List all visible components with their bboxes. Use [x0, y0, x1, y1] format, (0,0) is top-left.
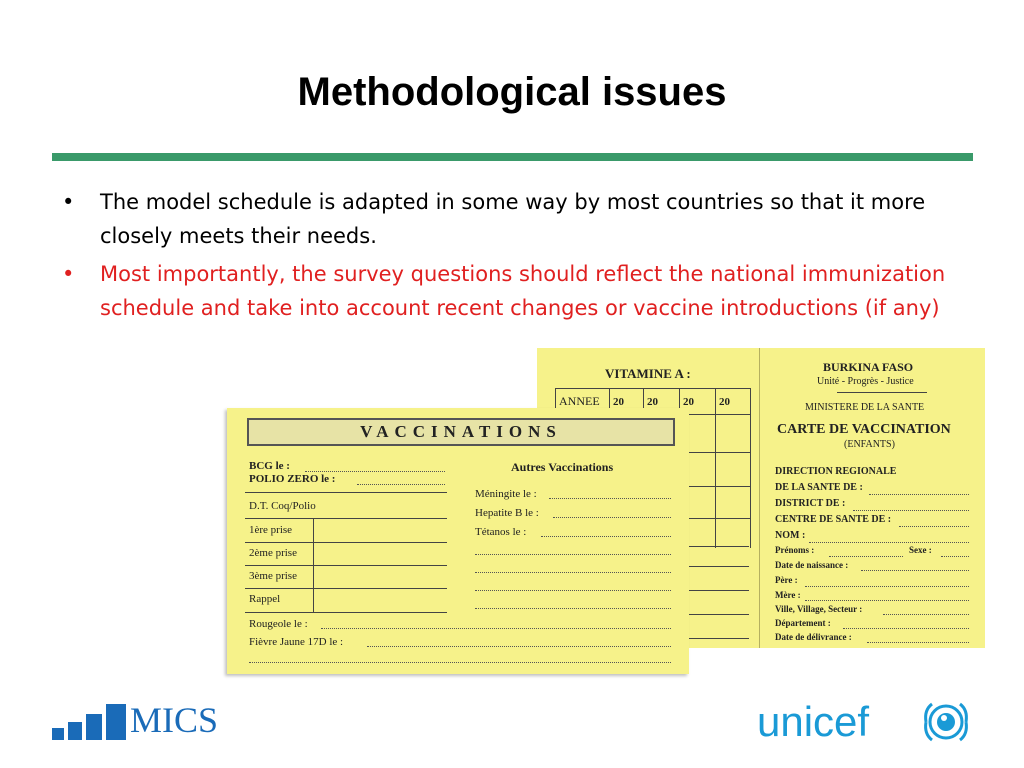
divider — [837, 392, 927, 393]
table-line — [245, 612, 447, 613]
fill-line — [941, 556, 969, 557]
bullet-text: Most importantly, the survey questions should reflect the national immunization schedule and take into account recent changes or vaccine introductions (if any) — [100, 262, 946, 320]
bullet-item-highlight — [60, 257, 950, 325]
card-subtitle: (ENFANTS) — [844, 439, 895, 450]
table-line — [245, 492, 447, 493]
fill-line — [867, 642, 969, 643]
sexe-label: Sexe : — [909, 545, 932, 555]
fill-line — [861, 570, 969, 571]
polio-zero-label: POLIO ZERO le : — [249, 473, 336, 485]
table-line — [687, 590, 749, 591]
fill-line — [367, 646, 671, 647]
fill-line — [475, 572, 671, 573]
country-motto: Unité - Progrès - Justice — [817, 376, 914, 387]
autres-label: Méningite le : — [475, 488, 537, 500]
fill-line — [805, 586, 969, 587]
unicef-logo-text: unicef — [757, 698, 870, 745]
mics-bar-icon — [86, 714, 102, 740]
table-line — [687, 614, 749, 615]
bullet-list — [60, 185, 950, 329]
year-cell: 20 — [613, 396, 624, 408]
field-label: Département : — [775, 618, 831, 628]
year-cell: 20 — [683, 396, 694, 408]
dose-label: 2ème prise — [249, 547, 297, 559]
rougeole-label: Rougeole le : — [249, 618, 308, 630]
bcg-label: BCG le : — [249, 460, 290, 472]
fievre-label: Fièvre Jaune 17D le : — [249, 636, 344, 648]
vitamine-header: VITAMINE A : — [605, 366, 691, 381]
fill-line — [305, 471, 445, 472]
mics-logo-text: MICS — [130, 700, 219, 740]
year-cell: 20 — [647, 396, 658, 408]
dose-label: Rappel — [249, 593, 281, 605]
bullet-text: The model schedule is adapted in some way by most countries so that it more closely meets their needs. — [100, 190, 926, 248]
fill-line — [553, 517, 671, 518]
mics-bar-icon — [68, 722, 82, 740]
autres-title: Autres Vaccinations — [511, 460, 614, 474]
field-label: Mère : — [775, 590, 801, 600]
table-line — [687, 546, 749, 547]
fill-line — [805, 600, 969, 601]
bullet-marker: • — [62, 190, 75, 214]
field-label: Prénoms : — [775, 545, 815, 555]
unicef-emblem-icon — [920, 700, 972, 744]
field-label: DISTRICT DE : — [775, 498, 846, 509]
bullet-marker: • — [62, 262, 75, 286]
table-line — [687, 566, 749, 567]
vaccinations-header: VACCINATIONS — [247, 418, 675, 446]
table-line — [245, 588, 447, 589]
bullet-item — [60, 185, 950, 253]
fill-line — [853, 510, 969, 511]
fill-line — [357, 484, 445, 485]
table-line — [555, 388, 751, 389]
table-line — [245, 565, 447, 566]
autres-label: Hepatite B le : — [475, 507, 539, 519]
title-divider — [52, 153, 973, 161]
fill-line — [843, 628, 969, 629]
country-name: BURKINA FASO — [823, 360, 914, 374]
fill-line — [321, 628, 671, 629]
card-fold-line — [759, 348, 760, 648]
ministry-name: MINISTERE DE LA SANTE — [805, 402, 925, 413]
fill-line — [541, 536, 671, 537]
fill-line — [809, 542, 969, 543]
fill-line — [475, 554, 671, 555]
field-label: Date de naissance : — [775, 560, 849, 570]
card-title: CARTE DE VACCINATION — [777, 422, 951, 437]
field-label: CENTRE DE SANTE DE : — [775, 514, 892, 525]
mics-bar-icon — [52, 728, 64, 740]
fill-line — [475, 608, 671, 609]
dose-label: 3ème prise — [249, 570, 297, 582]
field-label: Ville, Village, Secteur : — [775, 604, 863, 614]
field-label: Date de délivrance : — [775, 632, 852, 642]
fill-line — [869, 494, 969, 495]
slide-title: Methodological issues — [297, 70, 727, 114]
table-line — [245, 518, 447, 519]
year-cell: 20 — [719, 396, 730, 408]
table-line — [245, 542, 447, 543]
field-label: DE LA SANTE DE : — [775, 482, 863, 493]
field-label: DIRECTION REGIONALE — [775, 466, 897, 477]
dtcoq-label: D.T. Coq/Polio — [249, 500, 316, 512]
table-line — [687, 638, 749, 639]
fill-line — [899, 526, 969, 527]
table-line — [715, 388, 716, 548]
table-line — [750, 388, 751, 548]
annee-label: ANNEE — [559, 394, 600, 408]
fill-line — [249, 662, 671, 663]
fill-line — [475, 590, 671, 591]
field-label: NOM : — [775, 530, 806, 541]
fill-line — [883, 614, 969, 615]
field-label: Père : — [775, 575, 798, 585]
dose-label: 1ère prise — [249, 524, 293, 536]
mics-bar-icon — [106, 704, 126, 740]
autres-label: Tétanos le : — [475, 526, 527, 538]
fill-line — [549, 498, 671, 499]
vaccination-card-front — [227, 408, 689, 674]
fill-line — [829, 556, 903, 557]
